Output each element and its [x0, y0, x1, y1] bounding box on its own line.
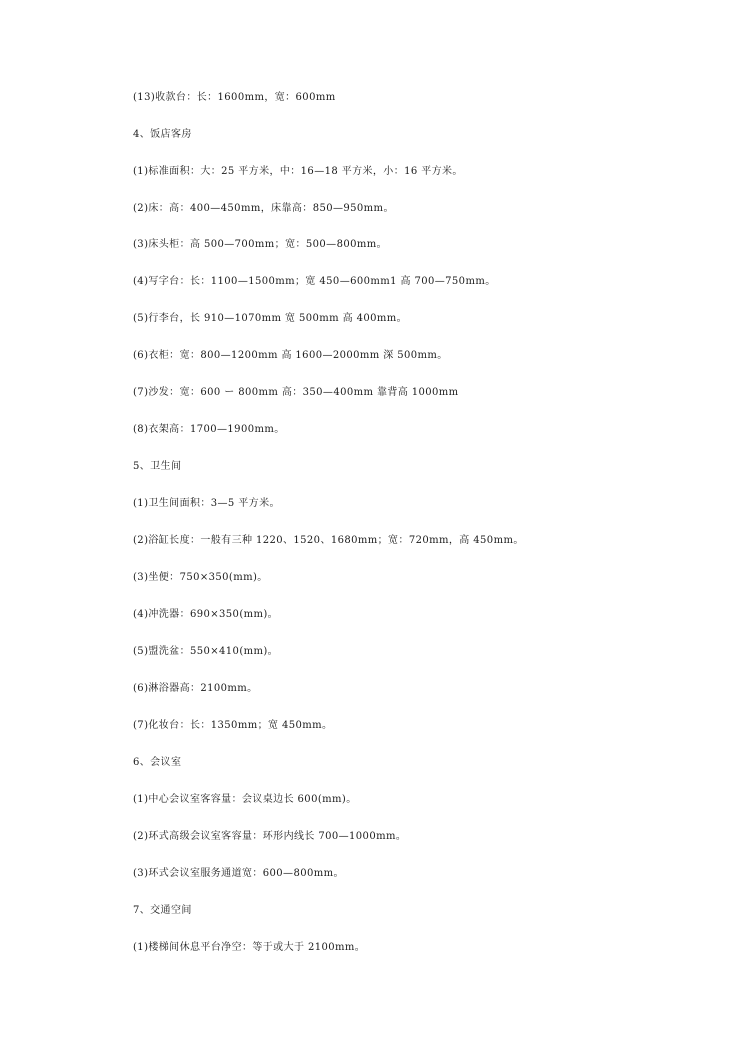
- text-line: (5)盟洗盆：550×410(mm)。: [133, 646, 279, 657]
- section-heading: 6、会议室: [133, 757, 182, 768]
- section-heading: 5、卫生间: [133, 461, 182, 472]
- section-heading: 4、饭店客房: [133, 129, 192, 140]
- text-line: (7)沙发：宽：600 ー 800mm 高：350—400mm 靠背高 1000mm: [133, 387, 459, 398]
- text-line: (2)床：高：400—450mm，床靠高：850—950mm。: [133, 203, 394, 214]
- text-line: (3)床头柜：高 500—700mm；宽：500—800mm。: [133, 239, 388, 250]
- text-line: (3)环式会议室服务通道宽：600—800mm。: [133, 868, 344, 879]
- text-line: (8)衣架高：1700—1900mm。: [133, 424, 285, 435]
- text-line: (5)行李台，长 910—1070mm 宽 500mm 高 400mm。: [133, 313, 408, 324]
- text-line: (1)中心会议室客容量：会议桌边长 600(mm)。: [133, 794, 357, 805]
- text-line: (1)卫生间面积：3—5 平方米。: [133, 498, 280, 509]
- text-line: (2)浴缸长度：一般有三种 1220、1520、1680mm；宽：720mm，高 450mm。: [133, 535, 524, 546]
- text-line: (4)冲洗器：690×350(mm)。: [133, 609, 279, 620]
- text-line: (6)淋浴器高：2100mm。: [133, 683, 258, 694]
- text-line: (6)衣柜：宽：800—1200mm 高 1600—2000mm 深 500mm。: [133, 350, 448, 361]
- text-line: (7)化妆台：长：1350mm；宽 450mm。: [133, 720, 333, 731]
- text-line: (2)环式高级会议室客容量：环形内线长 700—1000mm。: [133, 831, 407, 842]
- text-line: (1)标准面积：大：25 平方米，中：16—18 平方米，小：16 平方米。: [133, 166, 463, 177]
- text-line: (4)写字台：长：1100—1500mm；宽 450—600mm1 高 700—750mm。: [133, 276, 496, 287]
- text-line: (13)收款台：长：1600mm，宽：600mm: [133, 92, 336, 103]
- section-heading: 7、交通空间: [133, 905, 192, 916]
- text-line: (3)坐便：750×350(mm)。: [133, 572, 268, 583]
- text-line: (1)楼梯间休息平台净空：等于或大于 2100mm。: [133, 942, 366, 953]
